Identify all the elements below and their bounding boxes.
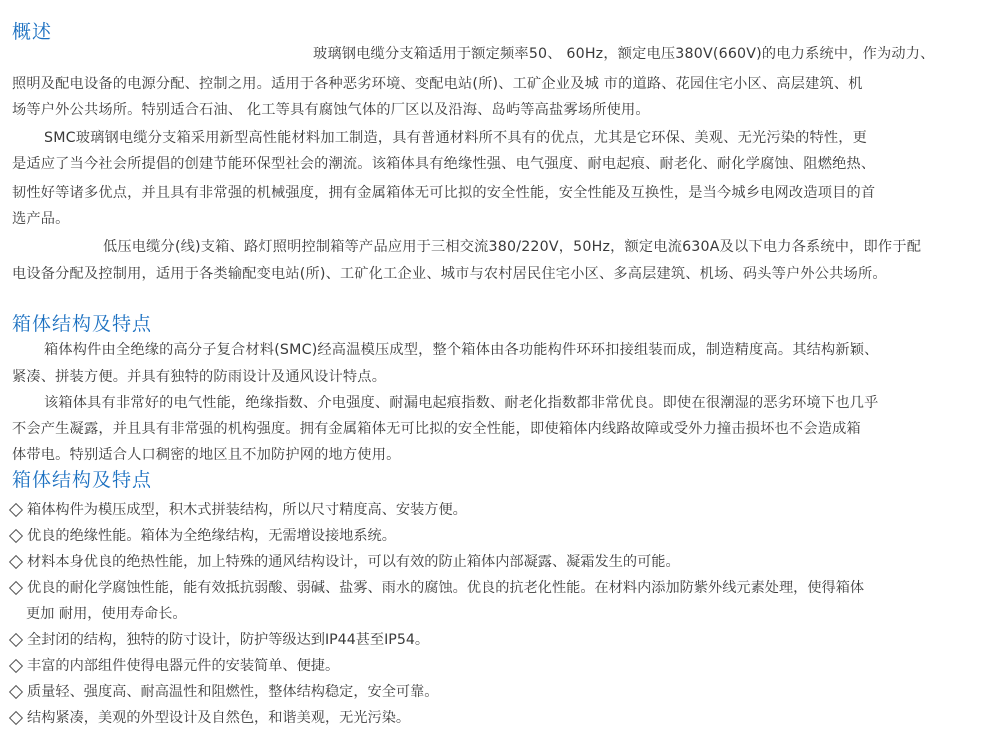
overview-line: 韧性好等诸多优点，并且具有非常强的机械强度，拥有金属箱体无可比拟的安全性能，安全性能及互换性，是当今城乡电网改造项目的首 bbox=[12, 185, 876, 201]
features-heading: 箱体结构及特点 bbox=[12, 469, 153, 491]
structure-line: 该箱体具有非常好的电气性能，绝缘指数、介电强度、耐漏电起痕指数、耐老化指数都非常优良。即使在很潮湿的恶劣环境下也几乎 bbox=[44, 395, 879, 411]
structure-heading: 箱体结构及特点 bbox=[12, 313, 153, 335]
diamond-bullet-icon bbox=[9, 684, 23, 698]
feature-item-continuation: 更加 耐用，使用寿命长。 bbox=[26, 606, 187, 622]
structure-line: 不会产生凝露，并且具有非常强的机构强度。拥有金属箱体无可比拟的安全性能，即使箱体内线路故障或受外力撞击损坏也不会造成箱 bbox=[12, 421, 861, 437]
feature-item: 丰富的内部组件使得电器元件的安装简单、便捷。 bbox=[8, 656, 339, 676]
overview-line: 是适应了当今社会所提倡的创建节能环保型社会的潮流。该箱体具有绝缘性强、电气强度、耐电起痕、耐老化、耐化学腐蚀、阻燃绝热、 bbox=[12, 156, 876, 172]
feature-item: 结构紧凑，美观的外型设计及自然色，和谐美观，无光污染。 bbox=[8, 708, 410, 728]
diamond-bullet-icon bbox=[9, 554, 23, 568]
overview-line: 选产品。 bbox=[12, 211, 70, 227]
diamond-bullet-icon bbox=[9, 710, 23, 724]
feature-item: 优良的绝缘性能。箱体为全绝缘结构，无需增设接地系统。 bbox=[8, 526, 396, 546]
feature-item: 全封闭的结构，独特的防寸设计，防护等级达到IP44甚至IP54。 bbox=[8, 630, 429, 650]
structure-line: 箱体构件由全绝缘的高分子复合材料(SMC)经高温模压成型，整个箱体由各功能构件环环扣接组装而成，制造精度高。其结构新颖、 bbox=[44, 342, 879, 358]
feature-item: 箱体构件为模压成型，积木式拼装结构，所以尺寸精度高、安装方便。 bbox=[8, 500, 467, 520]
overview-line: 场等户外公共场所。特别适合石油、 化工等具有腐蚀气体的厂区以及沿海、岛屿等高盐雾场所使用。 bbox=[12, 102, 650, 118]
overview-line: 低压电缆分(线)支箱、路灯照明控制箱等产品应用于三相交流380/220V，50Hz，额定电流630A及以下电力各系统中，即作于配 bbox=[103, 239, 922, 255]
diamond-bullet-icon bbox=[9, 658, 23, 672]
feature-item: 优良的耐化学腐蚀性能，能有效抵抗弱酸、弱碱、盐雾、雨水的腐蚀。优良的抗老化性能。在材料内添加防紫外线元素处理，使得箱体 bbox=[8, 578, 864, 598]
diamond-bullet-icon bbox=[9, 580, 23, 594]
structure-line: 体带电。特别适合人口稠密的地区且不加防护网的地方使用。 bbox=[12, 447, 401, 463]
structure-line: 紧凑、拼装方便。并具有独特的防雨设计及通风设计特点。 bbox=[12, 369, 387, 385]
overview-line: 玻璃钢电缆分支箱适用于额定频率50、 60Hz，额定电压380V(660V)的电力系统中，作为动力、 bbox=[313, 46, 935, 62]
diamond-bullet-icon bbox=[9, 632, 23, 646]
overview-line: 电设备分配及控制用，适用于各类输配变电站(所)、工矿化工企业、城市与农村居民住宅小区、多高层建筑、机场、码头等户外公共场所。 bbox=[12, 266, 887, 282]
diamond-bullet-icon bbox=[9, 502, 23, 516]
overview-heading: 概述 bbox=[12, 21, 53, 43]
feature-item: 质量轻、强度高、耐高温性和阻燃性，整体结构稳定，安全可靠。 bbox=[8, 682, 438, 702]
overview-line: SMC玻璃钢电缆分支箱采用新型高性能材料加工制造，具有普通材料所不具有的优点，尤其是它环保、美观、无光污染的特性，更 bbox=[44, 130, 868, 146]
overview-line: 照明及配电设备的电源分配、控制之用。适用于各种恶劣环境、变配电站(所)、工矿企业及城 市的道路、花园住宅小区、高层建筑、机 bbox=[12, 76, 863, 92]
diamond-bullet-icon bbox=[9, 528, 23, 542]
feature-item: 材料本身优良的绝热性能，加上特殊的通风结构设计，可以有效的防止箱体内部凝露、凝霜发生的可能。 bbox=[8, 552, 680, 572]
